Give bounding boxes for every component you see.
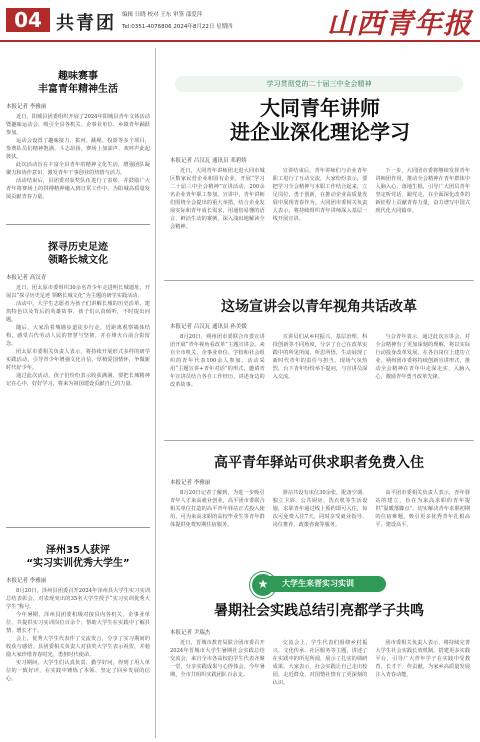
paragraph: 高平团市委相关负责人表示，青年驿站的建立，旨在为来高求职的青年提供“温暖落脚点”，切实解决青年求职初期的住宿难题，吸引更多优秀青年扎根高平、建设高平。 [375,490,470,528]
paragraph: 下一步，大同团市委将继续发挥青年讲师团作用，推动全会精神在青年群体中入脑入心、落地生根，引导广大团员青年坚定听党话、跟党走，在全面深化改革的新征程上贡献青春力量，奋力谱写中国式现代化大同篇章。 [375,168,470,214]
paragraph: 活动结束后，县团委对获奖队伍进行了表彰，并鼓励广大青年将赛场上的拼搏精神融入到日常工作中，为阳城高质量发展贡献青春力量。 [6,178,150,200]
main-headline: 大同青年讲师 进企业深化理论学习 [230,96,410,144]
article-title: 泽州35人获评 “实习实训优秀大学生” [26,545,130,569]
paragraph: 8月20日，朔州团市委联合市委宣讲团开展“青年视角看改革”主题宣讲会。来自全市机关、企事业单位、学校和社会组织的青年代表100余人参加。活动采用“主题宣讲+青年对话”的形式，邀请青年宣讲员结合各自工作经历，讲述身边的改革故事。 [170,334,265,388]
article-headline: 这场宣讲会以青年视角共话改革 [221,299,417,315]
paragraph: 近日，阳城县团委组织开展了2024年阳城县青年文体活动暨趣味运动会，吸引全县各机关、企事业单位、乡镇青年踊跃参加。 [6,114,150,136]
article-body [170,489,470,529]
paragraph: 8月20日，泽州县团委召开2024年泽州县大学生实习实训总结表彰会，对表现突出的35名大学生授予“实习实训优秀大学生”称号。 [6,588,150,610]
article-title: 探寻历史足迹 领略长城文化 [48,242,108,266]
editor-line: 编辑 日晓 校对 王东 审签 邵爱萍 [122,12,203,18]
section-name: 共青团 [56,13,116,34]
paragraph: 与会青年表示，通过此次宣讲会，对全会精神有了更加深刻的理解，将以实际行动投身改革发展，在各自岗位上建功立业。朔州团市委将持续创新宣讲形式，推动全会精神在青年中走深走实、入脑入心，激励青年勇当改革先锋。 [375,334,470,380]
article-headline: 高平青年驿站可供求职者免费入住 [214,455,424,471]
paragraph: 交流会上，学生代表们围绕乡村振兴、文化传承、社区服务等主题，讲述了在实践中的所见所闻，展示了扎实的调研成果。大家表示，社会实践让自己走出校园、走近群众，对国情社情有了更深刻的认识。 [272,640,368,686]
paragraph: 随后，大家沿着城墙步道徒步行走，近距离观察墙体结构，感受古代劳动人民的智慧与坚韧，并在烽火台前合影留念。 [6,325,150,347]
article-2 [170,322,470,430]
divider [6,224,150,225]
paragraph: 团市委相关负责人表示，将持续完善大学生社会实践长效机制，搭建更多实践平台，引导广大青年学子在实践中受教育、长才干、作贡献，为家乡高质量发展注入青春动能。 [375,640,470,678]
paragraph: 近日，大同青年讲师团走进大同市城区数家民营企业和国有企业，开展“学习二十届三中全会精神”宣讲活动，200余名企业青年职工参加。宣讲中，青年讲师们围绕全会提出的重大举措，结合企业发展实际和青年成长需求，用通俗易懂的语言、鲜活生动的案例，深入浅出地解读全会精神。 [170,168,265,230]
page-number: 04 [6,8,50,32]
article-title: 趣味赛事 丰富青年精神生活 [38,71,118,95]
paragraph: 近日，团太原市委组织30余名青少年走进明长城遗址，开展以“探寻历史足迹 领略长城文化”为主题的研学实践活动。 [6,285,150,299]
article-4 [170,628,470,736]
tel-date-line: Tel:0351-4076806 2024年8月22日 星期四 [122,24,233,30]
paragraph: 活动中，大学生志愿者为孩子们讲解长城的历史沿革、建筑特色以及背后的英雄故事，孩子们认真倾听，不时提出问题。 [6,301,150,323]
paragraph: 会上，优秀大学生代表作了交流发言，分享了实习期间的收获与感悟。县团委相关负责人对获奖大学生表示祝贺，并勉励大家珍惜青春时光，勇担时代使命。 [6,636,150,658]
paragraph: 运动会设置了趣味接力、拔河、跳绳、投篮等多个项目，参赛队员们精神饱满、斗志昂扬，赛场上加油声、欢呼声此起彼伏。 [6,138,150,160]
article-body [170,639,470,687]
article-byline: 本报记者 吕汉瓦 通讯员 孙美媛 [170,324,247,330]
main-article [170,156,470,274]
newspaper-masthead: 山西青年报 [326,7,472,40]
paragraph: 团太原市委相关负责人表示，将持续开展形式多样的研学实践活动，引导青少年增强文化自信，厚植爱国情怀，争做新时代好少年。 [6,349,150,371]
article-left-2 [6,233,150,519]
article-left-1 [6,48,150,216]
kicker-banner: 学习贯彻党的二十届三中全会精神 [175,76,463,92]
article-byline: 本报记者 李雅丽 [170,480,211,486]
paragraph: 宣讲结束后，青年讲师们与企业青年职工进行了互动交流，大家纷纷表示，要把学习全会精神与本职工作结合起来，立足岗位、勇于创新，在推动企业高质量发展中展现青春作为。大同团市委相关负责人表示，将持续组织青年讲师深入基层一线开展宣讲。 [272,168,368,222]
article-byline: 本报记者 吕汉瓦 通讯员 邓碧娇 [170,158,247,164]
paragraph: 驿站共设有床位30余张，配备空调、独立卫浴、公共厨房、洗衣机等生活设施，求职青年通过线上预约即可入住，每次可免费入住7天，同时享受就业指导、岗位推荐、政策咨询等服务。 [272,490,368,528]
paragraph: 宣讲员们从乡村振兴、基层治理、科技创新等不同角度，分享了自己在改革实践中的所见所闻、所思所悟，生动展现了新时代青年的责任与担当。现场气氛热烈，台下青年纷纷举手提问，与宣讲员深入交流。 [272,334,368,380]
paragraph: 近日，晋城市教育局联合团市委召开2024年晋城市大学生暑期社会实践总结交流会，来自全市各高校的学生代表齐聚一堂，分享实践成果与心得体会。今年暑期，全市共组织实践团队百余支。 [170,640,265,678]
section-badge: 大学生来晋实习实训 [268,576,386,592]
divider [164,440,474,441]
divider [164,280,474,281]
paragraph: 8月20日记者了解到，为进一步吸引青年人才来高就业创业，高平团市委联合相关单位打造的高平青年驿站正式投入使用，可为来高求职的高校毕业生等青年群体提供免费短期住宿服务。 [170,490,265,528]
paragraph: 实习期间，大学生们认真负责、勤学好问，得到了用人单位的一致好评，在实践中锤炼了本领、坚定了回乡发展的信心。 [6,660,150,682]
page-header [0,0,480,42]
paragraph: 通过此次活动，孩子们纷纷表示收获满满，要把长城精神记在心中，好好学习，将来为祖国建设贡献自己的力量。 [6,373,150,387]
article-left-3 [6,536,150,742]
article-body [170,333,470,389]
article-byline: 本报记者 尹瑞杰 [170,630,211,636]
column-divider [155,48,156,738]
star-icon: ★ [257,577,269,591]
article-headline: 暑期社会实践总结引亮都学子共鸣 [214,603,424,619]
article-byline: 本报记者 李雅丽 [6,104,47,110]
article-byline: 本报记者 李雅丽 [6,578,47,584]
article-body [170,167,470,231]
article-byline: 本报记者 高汉青 [6,275,47,281]
left-column [6,48,150,738]
paragraph: 此次活动旨在丰富全县青年的精神文化生活，增强团队凝聚力和协作意识，激发青年干事创业的热情与活力。 [6,162,150,176]
article-3 [170,478,470,564]
paragraph: 今年暑期，泽州县团委积极对接县内各机关、企事业单位，共提供实习实训岗位百余个，帮助大学生在实践中了解县情、增长才干。 [6,612,150,634]
divider [6,527,150,528]
